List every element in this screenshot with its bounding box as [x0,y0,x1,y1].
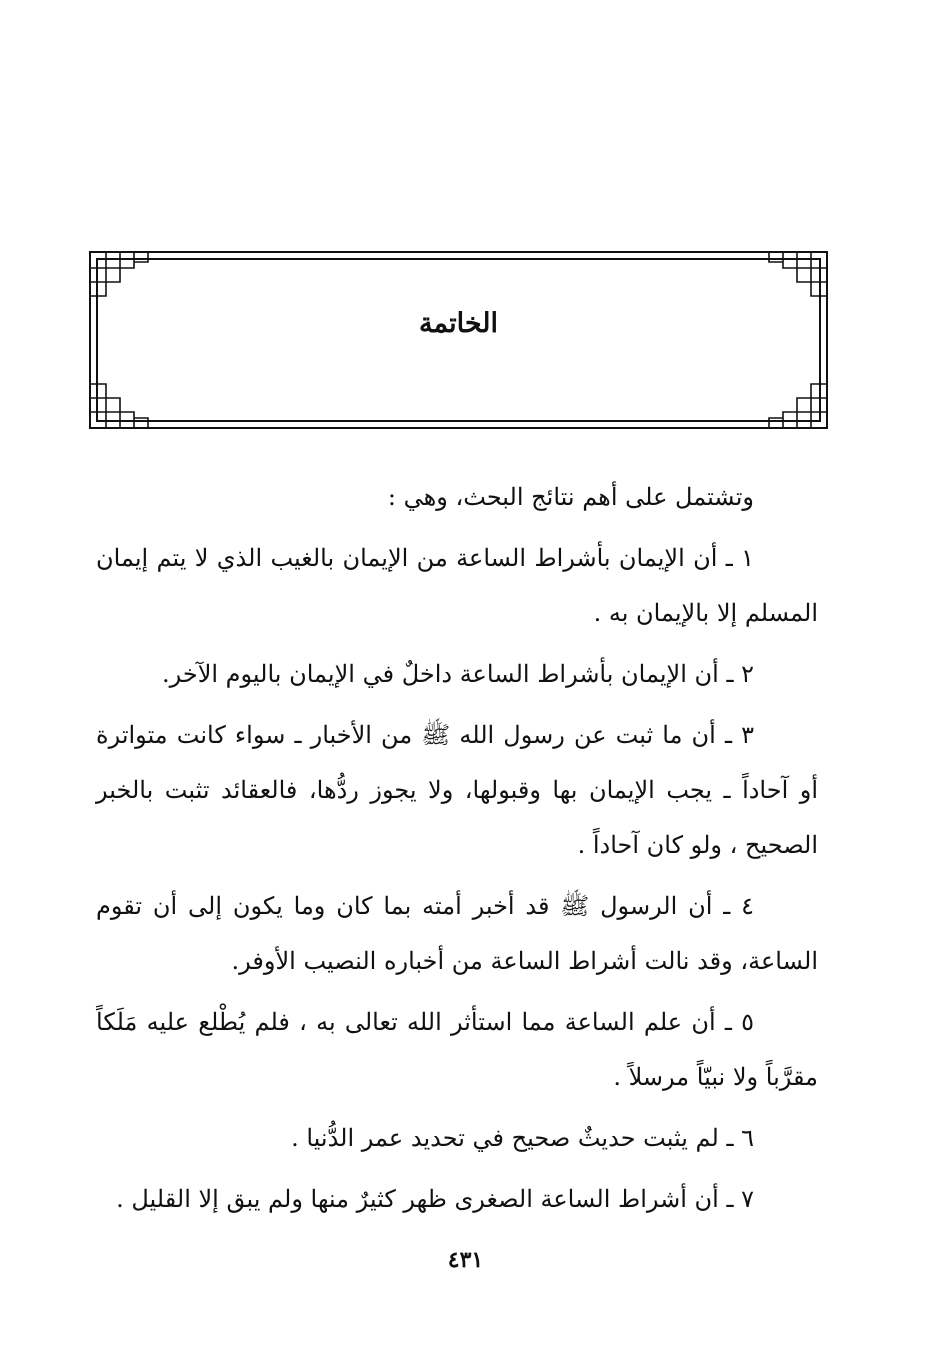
ornamental-border-icon [86,248,831,432]
list-item: ٦ ـ لم يثبت حديثٌ صحيح في تحديد عمر الدُّنيا . [291,1124,754,1152]
chapter-title-frame [86,248,831,432]
chapter-title: الخاتمة [419,308,498,339]
list-item: ٤ ـ أن الرسول ﷺ قد أخبر أمته بما كان وما يكون إلى أن تقوم الساعة، وقد نالت أشراط الساعة من أخباره النصيب الأوفر. [96,892,818,975]
list-item: ٧ ـ أن أشراط الساعة الصغرى ظهر كثيرٌ منها ولم يبق إلا القليل . [116,1185,754,1213]
list-item: ٢ ـ أن الإيمان بأشراط الساعة داخلٌ في الإيمان باليوم الآخر. [161,660,754,688]
list-item: ٥ ـ أن علم الساعة مما استأثر الله تعالى به ، فلم يُطْلع عليه مَلَكاً مقرَّباً ولا نبيّاً مرسلاً . [96,1008,818,1091]
conclusion-body [96,470,818,1233]
intro-paragraph: وتشتمل على أهم نتائج البحث، وهي : [387,483,754,511]
page-number: ٤٣١ [447,1247,484,1273]
list-item: ١ ـ أن الإيمان بأشراط الساعة من الإيمان بالغيب الذي لا يتم إيمان المسلم إلا بالإيمان به . [96,544,818,627]
list-item: ٣ ـ أن ما ثبت عن رسول الله ﷺ من الأخبار ـ سواء كانت متواترة أو آحاداً ـ يجب الإيمان بها وقبولها، ولا يجوز ردُّها، فالعقائد تثبت بالخبر الصحيح ، ولو كان آحاداً . [96,721,818,859]
